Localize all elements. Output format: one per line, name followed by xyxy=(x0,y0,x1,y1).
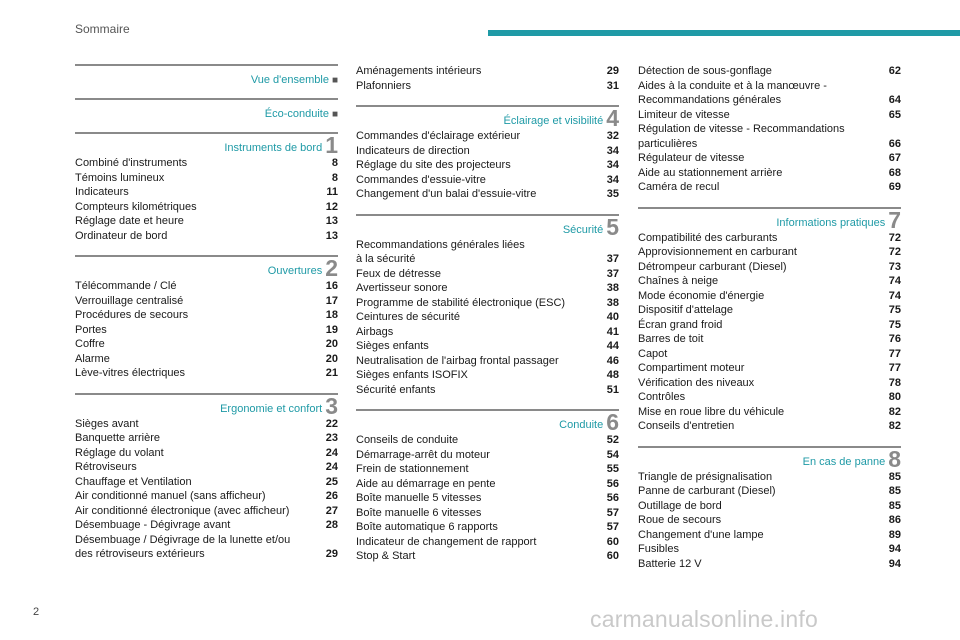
toc-entry[interactable] xyxy=(638,390,901,405)
toc-entry-label: Coffre xyxy=(75,338,105,350)
section-title[interactable]: Vue d'ensemble xyxy=(250,74,329,86)
toc-entry-page: 77 xyxy=(888,362,901,374)
toc-entry-page: 52 xyxy=(606,434,619,446)
toc-entry-label: Compatibilité des carburants xyxy=(638,231,778,244)
toc-section xyxy=(356,105,619,202)
toc-entry-page: 37 xyxy=(606,253,619,265)
section-header xyxy=(75,64,338,86)
toc-entry-page: 56 xyxy=(606,477,619,490)
toc-entry[interactable] xyxy=(356,368,619,383)
toc-entry-page: 8 xyxy=(331,171,338,184)
toc-entry-label: Témoins lumineux xyxy=(75,171,165,184)
watermark: carmanualsonline.info xyxy=(590,606,818,632)
toc-entry-page: 89 xyxy=(888,528,901,541)
toc-entry-label: Capot xyxy=(638,347,668,360)
toc-entry[interactable] xyxy=(75,504,338,519)
toc-entry-label: Avertisseur sonore xyxy=(356,282,448,294)
toc-column-1 xyxy=(75,64,338,574)
toc-entry[interactable] xyxy=(356,310,619,325)
toc-entry-label: Verrouillage centralisé xyxy=(75,294,184,307)
toc-entry-page: 94 xyxy=(888,543,901,555)
section-number: 6 xyxy=(606,409,619,435)
toc-entry-label: Sièges avant xyxy=(75,417,139,430)
toc-entry-label: Roue de secours xyxy=(638,514,722,526)
section-header xyxy=(356,213,619,240)
section-header xyxy=(356,409,619,435)
toc-entry-label: Combiné d'instruments xyxy=(75,157,188,169)
toc-entry-page: 28 xyxy=(325,519,338,531)
toc-section xyxy=(356,64,619,93)
page-number: 2 xyxy=(33,606,40,618)
toc-entry[interactable] xyxy=(75,214,338,229)
toc-entry-page: 38 xyxy=(606,296,619,309)
toc-entry[interactable] xyxy=(75,489,338,504)
section-number: 4 xyxy=(606,105,619,131)
toc-entry-page: 74 xyxy=(888,289,901,302)
section-header xyxy=(638,206,901,233)
toc-entry-page: 13 xyxy=(325,229,338,242)
toc-entry[interactable] xyxy=(638,499,901,514)
toc-entry-page: 72 xyxy=(888,231,901,244)
toc-entry-label: Programme de stabilité électronique (ESC) xyxy=(356,296,566,309)
toc-entry-label: Vérification des niveaux xyxy=(638,376,755,389)
toc-entry[interactable] xyxy=(638,376,901,391)
section-title[interactable]: Ouvertures xyxy=(267,265,323,277)
toc-entry-label: Plafonniers xyxy=(356,79,412,92)
toc-entry[interactable] xyxy=(75,533,338,548)
toc-entry-page: 8 xyxy=(331,157,338,169)
toc-entry-page: 67 xyxy=(888,152,901,164)
toc-entry-label: Limiteur de vitesse xyxy=(638,108,730,121)
toc-entry-page: 65 xyxy=(888,108,901,121)
toc-entry-label: à la sécurité xyxy=(356,253,416,265)
toc-entry-label: Aide au stationnement arrière xyxy=(638,166,783,179)
toc-entry-label: Indicateur de changement de rapport xyxy=(356,535,537,548)
toc-entry-label: Réglage du site des projecteurs xyxy=(356,159,511,171)
toc-entry-label: Réglage du volant xyxy=(75,446,164,459)
toc-entry-page: 29 xyxy=(325,548,338,560)
section-title[interactable]: Conduite xyxy=(559,419,604,431)
toc-section xyxy=(75,393,338,562)
toc-entry[interactable] xyxy=(638,528,901,543)
toc-entry-page: 76 xyxy=(888,333,901,345)
section-number: 2 xyxy=(325,255,338,281)
toc-entry-page: 38 xyxy=(606,282,619,294)
toc-entry-label: Portes xyxy=(75,323,107,336)
toc-section xyxy=(356,409,619,564)
toc-entry[interactable] xyxy=(638,470,901,485)
toc-entry-page: 18 xyxy=(325,309,338,321)
toc-entry-label: Dispositif d'attelage xyxy=(638,304,734,316)
toc-entry-label: Outillage de bord xyxy=(638,499,722,512)
toc-entry-label: Ceintures de sécurité xyxy=(356,311,460,323)
toc-entry-page: 82 xyxy=(888,420,901,432)
toc-entry-label: Panne de carburant (Diesel) xyxy=(638,485,776,497)
toc-entry[interactable] xyxy=(75,200,338,215)
toc-entry[interactable] xyxy=(75,352,338,367)
toc-entry[interactable] xyxy=(356,64,619,79)
toc-entry-page: 44 xyxy=(606,340,619,352)
toc-entry-page: 66 xyxy=(888,137,901,150)
toc-entry[interactable] xyxy=(356,491,619,506)
toc-entry[interactable] xyxy=(638,274,901,289)
toc-entry[interactable] xyxy=(638,151,901,166)
toc-section xyxy=(75,98,338,120)
toc-entry-page: 54 xyxy=(606,448,619,461)
toc-entry[interactable] xyxy=(638,542,901,557)
toc-entry-label: Sécurité enfants xyxy=(356,383,436,396)
toc-entry-page: 35 xyxy=(606,188,619,200)
toc-entry-page: 31 xyxy=(606,79,619,92)
toc-entry-page: 21 xyxy=(325,367,338,379)
toc-section xyxy=(75,255,338,381)
toc-entry[interactable] xyxy=(75,294,338,309)
toc-entry[interactable] xyxy=(638,361,901,376)
toc-entry[interactable] xyxy=(356,296,619,311)
toc-entry[interactable] xyxy=(356,383,619,398)
section-number: 1 xyxy=(325,132,338,158)
toc-entry[interactable] xyxy=(356,79,619,94)
toc-entry-page: 29 xyxy=(606,65,619,77)
toc-entry-label: Sièges enfants ISOFIX xyxy=(356,369,468,381)
toc-entry[interactable] xyxy=(356,325,619,340)
toc-entry-label: Chaînes à neige xyxy=(638,275,719,287)
toc-section xyxy=(638,446,901,572)
toc-entry-label: Télécommande / Clé xyxy=(75,280,177,292)
toc-entry[interactable] xyxy=(638,289,901,304)
toc-entry[interactable] xyxy=(638,64,901,79)
toc-entry[interactable] xyxy=(356,158,619,173)
toc-entry-page: 69 xyxy=(888,181,901,193)
toc-entry-page: 85 xyxy=(888,485,901,497)
toc-entry[interactable] xyxy=(638,231,901,246)
toc-entry-page: 75 xyxy=(888,304,901,316)
toc-entry-label: Sièges enfants xyxy=(356,340,429,352)
section-header xyxy=(356,105,619,131)
toc-entry[interactable] xyxy=(638,513,901,528)
section-header xyxy=(75,392,338,419)
toc-entry[interactable] xyxy=(356,448,619,463)
toc-entry[interactable] xyxy=(356,252,619,267)
section-header xyxy=(75,255,338,281)
toc-entry-page: 17 xyxy=(325,294,338,307)
toc-entry-label: Recommandations générales liées xyxy=(356,238,525,251)
toc-entry-label: Barres de toit xyxy=(638,333,704,345)
toc-entry[interactable] xyxy=(638,318,901,333)
toc-entry-label: Mise en roue libre du véhicule xyxy=(638,405,785,418)
toc-entry-page: 56 xyxy=(606,492,619,504)
toc-section xyxy=(356,214,619,398)
toc-entry[interactable] xyxy=(356,506,619,521)
toc-entry-label: Régulation de vitesse - Recommandations xyxy=(638,123,845,135)
toc-entry[interactable] xyxy=(75,171,338,186)
toc-entry[interactable] xyxy=(356,477,619,492)
section-title[interactable]: Éclairage et visibilité xyxy=(503,115,604,127)
toc-entry-page: 24 xyxy=(325,446,338,459)
toc-entry[interactable] xyxy=(75,279,338,294)
toc-entry-page: 27 xyxy=(325,504,338,517)
toc-entry[interactable] xyxy=(356,281,619,296)
toc-entry-page: 34 xyxy=(606,144,619,157)
toc-entry-label: Boîte automatique 6 rapports xyxy=(356,521,498,533)
toc-entry[interactable] xyxy=(75,518,338,533)
toc-entry[interactable] xyxy=(638,484,901,499)
toc-entry[interactable] xyxy=(75,337,338,352)
toc-entry-label: Démarrage-arrêt du moteur xyxy=(356,448,490,461)
section-bullet-icon: ■ xyxy=(331,75,338,86)
toc-entry-page: 74 xyxy=(888,275,901,287)
toc-entry-label: Désembuage - Dégivrage avant xyxy=(75,519,231,531)
toc-entry-page: 72 xyxy=(888,246,901,258)
toc-entry[interactable] xyxy=(356,520,619,535)
toc-entry-page: 32 xyxy=(606,130,619,142)
toc-entry-label: Mode économie d'énergie xyxy=(638,289,765,302)
toc-entry-page: 34 xyxy=(606,159,619,171)
toc-entry-page: 51 xyxy=(606,383,619,396)
toc-entry-page: 26 xyxy=(325,490,338,502)
toc-entry-label: Ordinateur de bord xyxy=(75,229,168,242)
toc-entry-label: Frein de stationnement xyxy=(356,463,469,475)
toc-entry[interactable] xyxy=(75,308,338,323)
toc-entry-page: 22 xyxy=(325,417,338,430)
toc-entry-page: 25 xyxy=(325,475,338,488)
toc-entry[interactable] xyxy=(356,267,619,282)
toc-entry-label: Fusibles xyxy=(638,543,679,555)
toc-entry[interactable] xyxy=(638,108,901,123)
toc-entry[interactable] xyxy=(75,156,338,171)
toc-entry-label: Boîte manuelle 6 vitesses xyxy=(356,506,482,519)
toc-entry-page: 24 xyxy=(325,461,338,473)
toc-entry[interactable] xyxy=(638,419,901,434)
toc-column-2 xyxy=(356,64,619,576)
toc-entry-label: Commandes d'essuie-vitre xyxy=(356,173,486,186)
toc-entry-label: Procédures de secours xyxy=(75,309,189,321)
toc-entry[interactable] xyxy=(356,129,619,144)
toc-entry-label: Boîte manuelle 5 vitesses xyxy=(356,492,482,504)
toc-column-3 xyxy=(638,64,901,583)
section-header xyxy=(638,445,901,472)
toc-entry-label: Contrôles xyxy=(638,391,686,403)
toc-entry-page: 60 xyxy=(606,550,619,562)
toc-entry-label: Compteurs kilométriques xyxy=(75,200,197,213)
section-title[interactable]: Informations pratiques xyxy=(776,216,886,229)
toc-entry-label: Banquette arrière xyxy=(75,432,160,444)
toc-entry-label: Approvisionnement en carburant xyxy=(638,246,797,258)
toc-entry-label: particulières xyxy=(638,137,698,150)
toc-entry[interactable] xyxy=(356,354,619,369)
toc-entry-page: 73 xyxy=(888,260,901,273)
toc-entry[interactable] xyxy=(638,347,901,362)
header-accent-bar xyxy=(488,30,960,36)
toc-entry[interactable] xyxy=(356,187,619,202)
toc-entry[interactable] xyxy=(75,366,338,381)
toc-entry-page: 23 xyxy=(325,432,338,444)
toc-entry[interactable] xyxy=(356,339,619,354)
toc-entry[interactable] xyxy=(75,460,338,475)
toc-entry-page: 82 xyxy=(888,405,901,418)
toc-entry-page: 19 xyxy=(325,323,338,336)
toc-entry[interactable] xyxy=(75,431,338,446)
toc-entry[interactable] xyxy=(75,547,338,562)
toc-entry-page: 12 xyxy=(325,200,338,213)
toc-entry[interactable] xyxy=(638,122,901,137)
toc-entry[interactable] xyxy=(638,93,901,108)
toc-entry[interactable] xyxy=(638,137,901,152)
section-title[interactable]: Sécurité xyxy=(562,223,604,236)
toc-entry-label: Aménagements intérieurs xyxy=(356,65,482,77)
toc-entry[interactable] xyxy=(356,238,619,253)
toc-entry[interactable] xyxy=(638,180,901,195)
toc-entry-label: Détection de sous-gonflage xyxy=(638,65,772,77)
toc-entry[interactable] xyxy=(75,185,338,200)
toc-entry[interactable] xyxy=(638,260,901,275)
toc-entry[interactable] xyxy=(356,144,619,159)
toc-entry-label: Chauffage et Ventilation xyxy=(75,475,192,488)
toc-entry-label: Désembuage / Dégivrage de la lunette et/ou xyxy=(75,533,291,546)
toc-entry-label: Changement d'une lampe xyxy=(638,528,764,541)
toc-entry-label: Alarme xyxy=(75,352,110,365)
toc-section xyxy=(75,64,338,86)
toc-entry-label: Aides à la conduite et à la manœuvre - xyxy=(638,79,827,92)
toc-entry-label: Stop & Start xyxy=(356,550,416,562)
toc-entry-page: 16 xyxy=(325,280,338,292)
toc-entry-label: des rétroviseurs extérieurs xyxy=(75,548,205,560)
toc-entry-label: Régulateur de vitesse xyxy=(638,152,745,164)
section-number: 7 xyxy=(888,206,901,233)
toc-entry[interactable] xyxy=(638,303,901,318)
toc-entry-page: 20 xyxy=(325,338,338,350)
toc-entry[interactable] xyxy=(356,462,619,477)
toc-entry-page: 68 xyxy=(888,166,901,179)
toc-section xyxy=(638,207,901,434)
toc-entry-page: 20 xyxy=(325,352,338,365)
toc-entry-label: Aide au démarrage en pente xyxy=(356,477,496,490)
toc-entry-label: Conseils d'entretien xyxy=(638,420,735,432)
toc-entry[interactable] xyxy=(638,245,901,260)
toc-entry-page: 55 xyxy=(606,463,619,475)
toc-entry-label: Réglage date et heure xyxy=(75,215,184,227)
toc-entry-label: Lève-vitres électriques xyxy=(75,367,186,379)
toc-entry-label: Indicateurs de direction xyxy=(356,144,470,157)
toc-entry-label: Air conditionné électronique (avec afficheur) xyxy=(75,504,290,517)
section-header xyxy=(75,98,338,120)
section-bullet-icon: ■ xyxy=(331,109,338,120)
toc-entry-label: Conseils de conduite xyxy=(356,434,459,446)
toc-section xyxy=(638,64,901,195)
toc-entry[interactable] xyxy=(638,557,901,572)
page-header-title: Sommaire xyxy=(75,22,130,36)
toc-entry-page: 80 xyxy=(888,391,901,403)
toc-entry-page: 85 xyxy=(888,470,901,483)
toc-entry-label: Rétroviseurs xyxy=(75,461,137,473)
section-title[interactable]: Ergonomie et confort xyxy=(220,402,323,415)
toc-entry-label: Feux de détresse xyxy=(356,267,441,280)
toc-entry[interactable] xyxy=(638,405,901,420)
toc-entry-page: 34 xyxy=(606,173,619,186)
toc-entry-label: Air conditionné manuel (sans afficheur) xyxy=(75,490,266,502)
toc-entry[interactable] xyxy=(75,323,338,338)
toc-entry-label: Triangle de présignalisation xyxy=(638,470,773,483)
toc-entry-label: Compartiment moteur xyxy=(638,362,745,374)
toc-entry[interactable] xyxy=(356,173,619,188)
toc-entry-page: 77 xyxy=(888,347,901,360)
section-number: 5 xyxy=(606,213,619,240)
toc-entry[interactable] xyxy=(356,433,619,448)
toc-entry-page: 57 xyxy=(606,506,619,519)
toc-entry-page: 78 xyxy=(888,376,901,389)
toc-entry-page: 13 xyxy=(325,215,338,227)
toc-entry-page: 85 xyxy=(888,499,901,512)
toc-entry[interactable] xyxy=(75,446,338,461)
toc-entry[interactable] xyxy=(356,549,619,564)
toc-entry[interactable] xyxy=(75,229,338,244)
toc-entry[interactable] xyxy=(75,417,338,432)
section-title[interactable]: Instruments de bord xyxy=(224,142,323,154)
toc-entry-page: 11 xyxy=(326,186,338,198)
toc-entry-page: 48 xyxy=(606,369,619,381)
toc-entry-page: 37 xyxy=(606,267,619,280)
section-number: 8 xyxy=(888,445,901,472)
toc-section xyxy=(75,132,338,243)
toc-entry-page: 57 xyxy=(606,521,619,533)
toc-entry[interactable] xyxy=(638,79,901,94)
toc-entry-page: 41 xyxy=(606,325,619,338)
section-title[interactable]: Éco-conduite xyxy=(264,108,329,120)
toc-entry-page: 46 xyxy=(606,354,619,367)
toc-entry-label: Changement d'un balai d'essuie-vitre xyxy=(356,188,537,200)
toc-entry-label: Batterie 12 V xyxy=(638,557,702,570)
toc-entry[interactable] xyxy=(75,475,338,490)
section-header xyxy=(75,132,338,158)
toc-entry[interactable] xyxy=(356,535,619,550)
toc-entry-page: 40 xyxy=(606,311,619,323)
section-number: 3 xyxy=(325,392,338,419)
toc-entry[interactable] xyxy=(638,166,901,181)
toc-entry-page: 60 xyxy=(606,535,619,548)
toc-entry-page: 75 xyxy=(888,318,901,331)
toc-entry-label: Indicateurs xyxy=(75,186,129,198)
toc-entry[interactable] xyxy=(638,332,901,347)
toc-entry-page: 86 xyxy=(888,514,901,526)
section-title[interactable]: En cas de panne xyxy=(802,455,886,468)
toc-entry-label: Caméra de recul xyxy=(638,181,720,193)
toc-entry-page: 62 xyxy=(888,65,901,77)
toc-entry-label: Airbags xyxy=(356,325,394,338)
toc-entry-label: Recommandations générales xyxy=(638,94,782,106)
toc-entry-label: Détrompeur carburant (Diesel) xyxy=(638,260,787,273)
toc-entry-page: 64 xyxy=(888,94,901,106)
toc-entry-label: Commandes d'éclairage extérieur xyxy=(356,130,521,142)
toc-entry-label: Neutralisation de l'airbag frontal passager xyxy=(356,354,559,367)
toc-entry-label: Écran grand froid xyxy=(638,318,723,331)
toc-entry-page: 94 xyxy=(888,557,901,570)
